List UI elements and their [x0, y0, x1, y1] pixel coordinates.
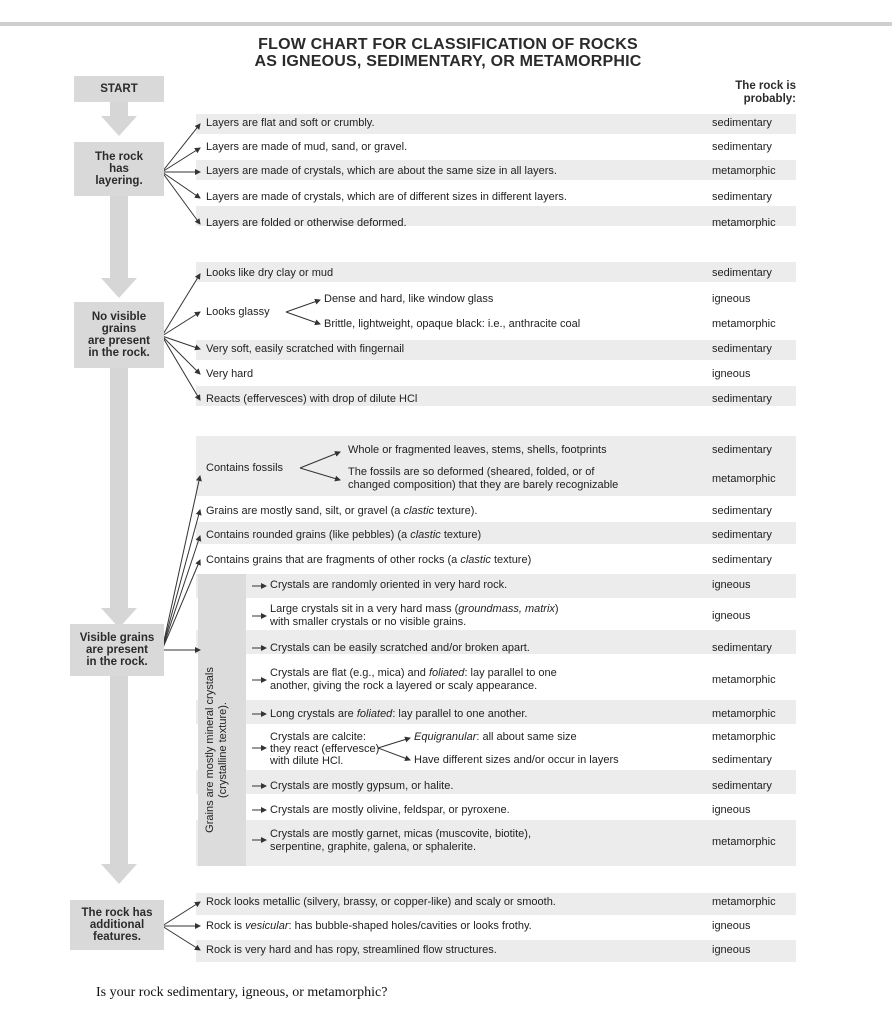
crystalline-label	[204, 640, 230, 860]
layering-row-4: Layers are made of crystals, which are of different sizes in different layers.	[206, 191, 567, 203]
glassy-dense-result: igneous	[712, 293, 751, 305]
crystal-long-em: foliated	[356, 708, 393, 720]
no-grains-label-3: are present	[87, 335, 150, 347]
additional-label-2: additional	[89, 919, 145, 931]
question-text: Is your rock sedimentary, igneous, or metamorphic?	[96, 985, 388, 1000]
no-grains-result-soft: sedimentary	[712, 343, 772, 355]
no-grains-result-dry-clay: sedimentary	[712, 267, 772, 279]
clastic-row-3-em: clastic	[460, 554, 491, 566]
calcite-different-row: Have different sizes and/or occur in layers	[414, 754, 619, 766]
crystal-random-result: igneous	[712, 579, 751, 591]
crystal-garnet-row-2: serpentine, graphite, galena, or sphalerite.	[270, 841, 477, 853]
crystal-long-post: : lay parallel to one another.	[392, 708, 528, 720]
crystal-scratched-result: sedimentary	[712, 642, 772, 654]
crystal-long-row	[270, 708, 527, 721]
vesicular-pre: Rock is	[206, 920, 246, 932]
clastic-row-1-post: texture).	[434, 505, 478, 517]
clastic-result-1: sedimentary	[712, 505, 772, 517]
additional-label-1: The rock has	[81, 907, 153, 919]
layering-result-5: metamorphic	[712, 217, 776, 229]
crystal-flat-row-2: another, giving the rock a layered or scaly appearance.	[270, 680, 538, 692]
clastic-result-2: sedimentary	[712, 529, 772, 541]
fossil-deformed-result: metamorphic	[712, 473, 776, 485]
glassy-brittle-result: metamorphic	[712, 318, 776, 330]
result-header-line-1: The rock is	[735, 80, 796, 92]
layering-label-2: has	[109, 163, 129, 175]
visible-grains-label-3: in the rock.	[86, 656, 148, 668]
layering-label-3: layering.	[95, 175, 143, 187]
clastic-row-3-post: texture)	[490, 554, 532, 566]
no-grains-row-reacts: Reacts (effervesces) with drop of dilute HCl	[206, 393, 418, 405]
crystal-flat-pre: Crystals are flat (e.g., mica) and	[270, 667, 429, 679]
additional-row-ropy: Rock is very hard and has ropy, streamlined flow structures.	[206, 944, 497, 956]
visible-grains-box	[70, 624, 164, 676]
crystal-random-row: Crystals are randomly oriented in very hard rock.	[270, 579, 508, 591]
clastic-row-2-post: texture)	[440, 529, 482, 541]
crystal-long-pre: Long crystals are	[270, 708, 357, 720]
calcite-line-3: with dilute HCl.	[270, 755, 344, 767]
crystalline-label-2: (crystalline texture).	[217, 702, 229, 798]
visible-grains-label-1: Visible grains	[79, 632, 155, 644]
crystal-large-post: )	[554, 603, 559, 615]
calcite-line-1: Crystals are calcite:	[270, 731, 366, 743]
crystal-large-em: groundmass, matrix	[458, 603, 555, 615]
crystal-garnet-result: metamorphic	[712, 836, 776, 848]
layering-row-2: Layers are made of mud, sand, or gravel.	[206, 141, 408, 153]
clastic-row-1-em: clastic	[403, 505, 435, 517]
calcite-line-2: they react (effervesce)	[270, 743, 380, 755]
layering-result-1: sedimentary	[712, 117, 772, 129]
clastic-row-2-pre: Contains rounded grains (like pebbles) (a	[206, 529, 411, 541]
additional-row-metallic: Rock looks metallic (silvery, brassy, or copper-like) and scaly or smooth.	[206, 896, 556, 908]
no-grains-row-dry-clay: Looks like dry clay or mud	[206, 267, 334, 279]
crystal-garnet-row-1: Crystals are mostly garnet, micas (muscovite, biotite),	[270, 828, 532, 840]
layering-row-1: Layers are flat and soft or crumbly.	[206, 117, 375, 129]
calcite-different-result: sedimentary	[712, 754, 772, 766]
title-line-2: AS IGNEOUS, SEDIMENTARY, OR METAMORPHIC	[254, 53, 642, 70]
no-grains-result-reacts: sedimentary	[712, 393, 772, 405]
group2-arrows	[162, 274, 320, 400]
crystal-olivine-row: Crystals are mostly olivine, feldspar, or pyroxene.	[270, 804, 510, 816]
title-line-1: FLOW CHART FOR CLASSIFICATION OF ROCKS	[258, 36, 638, 53]
crystal-flat-em: foliated	[428, 667, 465, 679]
visible-grains-label-2: are present	[85, 644, 148, 656]
layering-result-2: sedimentary	[712, 141, 772, 153]
crystal-long-result: metamorphic	[712, 708, 776, 720]
clastic-row-2	[206, 529, 481, 542]
crystal-large-row-2: with smaller crystals or no visible grains.	[270, 616, 467, 628]
crystal-large-result: igneous	[712, 610, 751, 622]
additional-label-3: features.	[93, 931, 141, 943]
glassy-dense-row: Dense and hard, like window glass	[324, 293, 494, 305]
fossil-whole-result: sedimentary	[712, 444, 772, 456]
no-grains-row-soft: Very soft, easily scratched with fingernail	[206, 343, 405, 355]
fossil-deformed-row-1: The fossils are so deformed (sheared, folded, or of	[348, 466, 595, 478]
calcite-equi-em: Equigranular	[414, 731, 477, 743]
clastic-row-2-em: clastic	[410, 529, 441, 541]
no-grains-label-4: in the rock.	[88, 347, 150, 359]
crystal-large-row-1	[270, 603, 559, 616]
crystal-gypsum-result: sedimentary	[712, 780, 772, 792]
no-grains-label-1: No visible	[91, 311, 147, 323]
start-box	[74, 76, 164, 102]
main-flow-arrow	[101, 100, 137, 884]
fossil-whole-row: Whole or fragmented leaves, stems, shells, footprints	[348, 444, 607, 456]
fossil-deformed-row-2: changed composition) that they are barely recognizable	[348, 479, 619, 491]
group1-arrows	[162, 124, 200, 224]
result-header-line-2: probably:	[743, 93, 796, 105]
clastic-row-1-pre: Grains are mostly sand, silt, or gravel (a	[206, 505, 404, 517]
layering-row-3: Layers are made of crystals, which are about the same size in all layers.	[206, 165, 557, 177]
start-label: START	[100, 83, 138, 95]
calcite-equi-post: : all about same size	[476, 731, 577, 743]
layering-row-5: Layers are folded or otherwise deformed.	[206, 217, 407, 229]
additional-result-vesicular: igneous	[712, 920, 751, 932]
crystal-gypsum-row: Crystals are mostly gypsum, or halite.	[270, 780, 454, 792]
clastic-result-3: sedimentary	[712, 554, 772, 566]
crystalline-label-1: Grains are mostly mineral crystals	[204, 667, 216, 833]
clastic-row-1	[206, 505, 477, 518]
crystal-flat-row-1	[270, 667, 557, 680]
crystal-large-pre: Large crystals sit in a very hard mass (	[270, 603, 459, 615]
calcite-equigranular-row	[414, 731, 577, 744]
crystal-flat-post: : lay parallel to one	[464, 667, 557, 679]
calcite-equigranular-result: metamorphic	[712, 731, 776, 743]
crystal-olivine-result: igneous	[712, 804, 751, 816]
layering-box	[74, 142, 164, 196]
no-grains-box	[74, 302, 164, 368]
no-grains-row-glassy: Looks glassy	[206, 306, 270, 318]
clastic-row-3-pre: Contains grains that are fragments of other rocks (a	[206, 554, 461, 566]
crystal-flat-result: metamorphic	[712, 674, 776, 686]
crystal-scratched-row: Crystals can be easily scratched and/or broken apart.	[270, 642, 530, 654]
glassy-brittle-row: Brittle, lightweight, opaque black: i.e., anthracite coal	[324, 318, 581, 330]
additional-result-ropy: igneous	[712, 944, 751, 956]
result-header	[708, 80, 796, 106]
fossils-label: Contains fossils	[206, 462, 284, 474]
additional-result-metallic: metamorphic	[712, 896, 776, 908]
no-grains-label-2: grains	[101, 323, 137, 335]
vesicular-em: vesicular	[245, 920, 289, 932]
additional-row-vesicular	[206, 920, 532, 933]
no-grains-result-hard: igneous	[712, 368, 751, 380]
layering-label-1: The rock	[95, 151, 143, 163]
vesicular-post: : has bubble-shaped holes/cavities or looks frothy.	[288, 920, 532, 932]
additional-features-box	[70, 900, 164, 950]
no-grains-row-hard: Very hard	[206, 368, 254, 380]
layering-result-3: metamorphic	[712, 165, 776, 177]
clastic-row-3	[206, 554, 531, 567]
layering-result-4: sedimentary	[712, 191, 772, 203]
group4-arrows	[162, 902, 200, 950]
